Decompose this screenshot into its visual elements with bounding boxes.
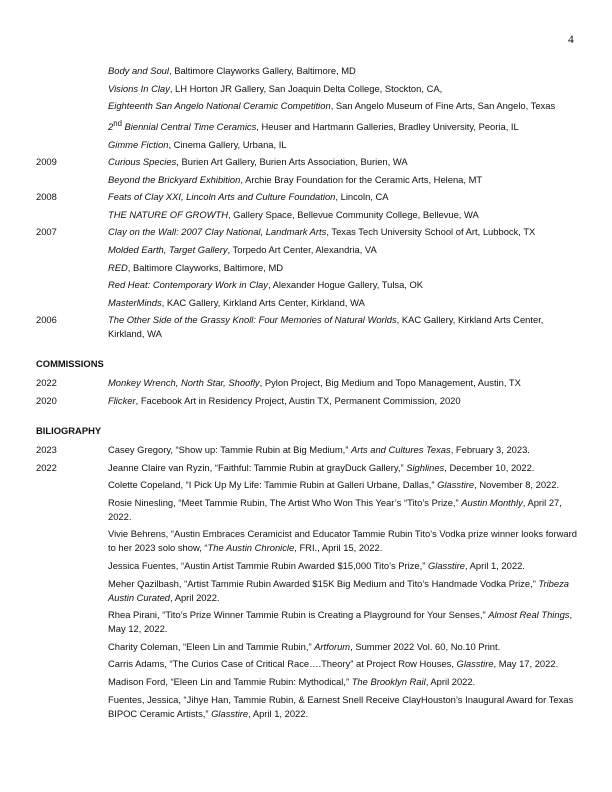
entry-text	[108, 99, 581, 113]
entry-year: 2022	[36, 461, 57, 473]
entry-text	[108, 243, 581, 257]
entry-text	[108, 64, 581, 78]
entry-title: RED	[108, 261, 128, 273]
list-item	[36, 278, 581, 292]
entry-venue: , Cinema Gallery, Urbana, IL	[168, 138, 287, 150]
citation-author-title: Fuentes, Jessica, “Jihye Han, Tammie Rubin, & Earnest Snell Receive ClayHouston’s Inaugural Award for Texas BIPOC Ceramic Artists,”	[108, 693, 574, 719]
entry-text	[108, 496, 581, 524]
entry-venue: , Gallery Space, Bellevue Community College, Bellevue, WA	[227, 208, 479, 220]
entry-venue: , Baltimore Clayworks Gallery, Baltimore, MD	[168, 65, 356, 76]
entry-title: Flicker	[108, 395, 136, 407]
entry-year: 2022	[36, 377, 57, 389]
list-item	[36, 208, 581, 222]
list-item	[36, 313, 581, 341]
entry-venue: , Torpedo Art Center, Alexandria, VA	[227, 244, 377, 256]
citation-publication: Glasstire	[437, 479, 475, 491]
entry-venue: , San Angelo Museum of Fine Arts, San Angelo, Texas	[330, 100, 556, 112]
entry-year	[36, 64, 108, 78]
entry-text	[108, 394, 581, 408]
citation-publication: Austin Monthly	[461, 496, 523, 508]
entry-text	[108, 657, 581, 671]
entry-text	[108, 190, 581, 204]
entry-text	[108, 208, 581, 222]
entry-title: Body and Soul	[108, 65, 169, 76]
citation-author-title: Vivie Behrens, “Austin Embraces Ceramicist and Educator Tammie Rubin Tito’s Vodka prize winner looks forward to her 2023 solo show, “	[108, 528, 577, 554]
list-item	[36, 190, 581, 204]
citation-publication: Arts and Cultures Texas	[350, 444, 451, 456]
entry-text	[108, 608, 581, 636]
citation-author-title: Casey Gregory, “Show up: Tammie Rubin at Big Medium,”	[108, 444, 351, 456]
entry-text	[108, 117, 581, 134]
entry-year: 2020	[36, 395, 57, 407]
entry-year	[36, 82, 108, 96]
citation-author-title: Rosie Ninesling, “Meet Tammie Rubin, The Artist Who Won This Year’s “Tito’s Prize,”	[108, 496, 462, 508]
list-item	[36, 261, 581, 275]
entry-title: Red Heat: Contemporary Work in Clay	[108, 279, 268, 291]
list-item	[36, 225, 581, 239]
cv-content	[36, 64, 581, 724]
entry-text	[108, 82, 581, 96]
entry-venue: , Texas Tech University School of Art, Lubbock, TX	[326, 226, 536, 238]
citation-publication: Almost Real Things	[488, 609, 570, 621]
list-item	[36, 559, 581, 573]
list-item	[36, 640, 581, 654]
entry-text	[108, 138, 581, 152]
entry-year: 2009	[36, 156, 57, 168]
entry-venue: , Burien Art Gallery, Burien Arts Association, Burien, WA	[176, 156, 408, 168]
page-number: 4	[568, 34, 574, 46]
entry-venue: , Baltimore Clayworks, Baltimore, MD	[127, 261, 284, 273]
entry-year	[36, 675, 108, 689]
list-item	[36, 155, 581, 169]
citation-author-title: Rhea Pirani, “Tito’s Prize Winner Tammie Rubin is Creating a Playground for Your Senses,”	[108, 609, 489, 621]
citation-publication: Tribeza Austin Curated	[108, 577, 569, 603]
entry-venue: , Alexander Hogue Gallery, Tulsa, OK	[267, 279, 424, 291]
list-item	[36, 243, 581, 257]
entry-title: Visions In Clay	[108, 82, 170, 94]
citation-date: , April 2022.	[425, 675, 476, 687]
citation-date: , April 2022.	[170, 591, 220, 603]
citation-date: , Summer 2022 Vol. 60, No.10 Print.	[350, 640, 501, 652]
citation-publication: Glasstire	[456, 658, 494, 670]
entry-title: MasterMinds	[108, 296, 162, 308]
list-item	[36, 376, 581, 390]
entry-title: Feats of Clay XXI, Lincoln Arts and Culture Foundation	[108, 191, 336, 203]
bibliography-heading: BILIOGRAPHY	[36, 425, 102, 437]
entry-text	[108, 577, 581, 605]
list-item	[36, 496, 581, 524]
citation-date: , May 12, 2022.	[108, 609, 573, 635]
citation-date: , April 27, 2022.	[108, 496, 562, 522]
citation-publication: Sighlines	[406, 461, 445, 473]
entry-year	[36, 640, 108, 654]
entry-text	[108, 693, 581, 721]
entry-year	[36, 657, 108, 671]
entry-venue: , KAC Gallery, Kirkland Arts Center, Kirkland, WA	[108, 314, 544, 340]
citation-author-title: Charity Coleman, “Eleen Lin and Tammie Rubin,”	[108, 640, 315, 652]
citation-date: , April 1, 2022.	[248, 707, 309, 719]
entry-year	[36, 478, 108, 492]
entry-venue: , Heuser and Hartmann Galleries, Bradley University, Peoria, IL	[256, 120, 519, 132]
entry-ordinal-suffix: nd	[113, 118, 122, 128]
entry-venue: , Lincoln, CA	[335, 191, 389, 203]
citation-author-title: Meher Qazilbash, “Artist Tammie Rubin Awarded $15K Big Medium and Tito’s Handmade Vodka Prize,”	[108, 577, 539, 589]
entry-title: Biennial Central Time Ceramics	[121, 120, 257, 132]
list-item	[36, 64, 581, 78]
entry-text	[108, 225, 581, 239]
list-item	[36, 138, 581, 152]
entry-year: 2023	[36, 444, 57, 456]
citation-publication: Glasstire	[211, 707, 249, 719]
entry-title: Clay on the Wall: 2007 Clay National, Landmark Arts	[108, 226, 327, 238]
entry-text	[108, 675, 581, 689]
entry-text	[108, 173, 581, 187]
entry-title: Molded Earth, Target Gallery	[108, 244, 228, 256]
citation-publication: Artforum	[314, 640, 351, 652]
citation-date: , FRI., April 15, 2022.	[294, 542, 383, 554]
entry-text	[108, 376, 581, 390]
list-item	[36, 173, 581, 187]
entry-title: THE NATURE OF GROWTH	[108, 208, 228, 220]
entry-venue: , Archie Bray Foundation for the Ceramic Arts, Helena, MT	[240, 173, 483, 185]
list-item	[36, 527, 581, 555]
citation-date: , December 10, 2022.	[444, 461, 535, 473]
citation-author-title: Colette Copeland, “I Pick Up My Life: Tammie Rubin at Galleri Urbane, Dallas,”	[108, 479, 438, 491]
citation-publication: The Brooklyn Rail	[351, 675, 426, 687]
entry-text	[108, 278, 581, 292]
entry-year	[36, 296, 108, 310]
entry-title: Beyond the Brickyard Exhibition	[108, 173, 241, 185]
entry-year	[36, 117, 108, 134]
list-item	[36, 296, 581, 310]
entry-year	[36, 693, 108, 721]
entry-year	[36, 261, 108, 275]
entry-title: Curious Species	[108, 156, 177, 168]
list-item	[36, 675, 581, 689]
citation-date: , May 17, 2022.	[493, 658, 559, 670]
exhibitions-list	[36, 64, 581, 341]
citation-publication: The Austin Chronicle	[207, 542, 295, 554]
citation-author-title: Jessica Fuentes, “Austin Artist Tammie Rubin Awarded $15,000 Tito’s Prize,”	[108, 560, 428, 571]
entry-text	[108, 527, 581, 555]
list-item	[36, 443, 581, 457]
entry-venue: , KAC Gallery, Kirkland Arts Center, Kirkland, WA	[161, 296, 365, 308]
bibliography-list	[36, 443, 581, 721]
entry-year	[36, 577, 108, 605]
entry-year: 2007	[36, 226, 57, 238]
entry-year	[36, 173, 108, 187]
list-item	[36, 461, 581, 475]
list-item	[36, 608, 581, 636]
citation-date: , February 3, 2023.	[450, 444, 530, 456]
entry-ordinal: 2	[108, 120, 114, 132]
list-item	[36, 394, 581, 408]
entry-year	[36, 208, 108, 222]
citation-date: , November 8, 2022.	[474, 479, 560, 491]
entry-text	[108, 296, 581, 310]
entry-text	[108, 261, 581, 275]
entry-year	[36, 99, 108, 113]
entry-venue: , Facebook Art in Residency Project, Austin TX, Permanent Commission, 2020	[135, 395, 461, 407]
list-item	[36, 478, 581, 492]
entry-title: Eighteenth San Angelo National Ceramic Competition	[108, 100, 331, 112]
commissions-heading: COMMISSIONS	[36, 358, 104, 370]
entry-text	[108, 443, 581, 457]
list-item	[36, 693, 581, 721]
list-item	[36, 99, 581, 113]
citation-date: , April 1, 2022.	[464, 560, 525, 571]
entry-text	[108, 461, 581, 475]
commissions-list	[36, 376, 581, 408]
entry-year	[36, 559, 108, 573]
entry-year: 2006	[36, 314, 57, 326]
citation-publication: Glasstire	[427, 560, 465, 571]
entry-year	[36, 527, 108, 555]
entry-text	[108, 155, 581, 169]
list-item	[36, 577, 581, 605]
entry-text	[108, 640, 581, 654]
entry-venue: , Pylon Project, Big Medium and Topo Management, Austin, TX	[259, 377, 521, 389]
entry-venue: , LH Horton JR Gallery, San Joaquin Delta College, Stockton, CA,	[169, 82, 443, 94]
entry-year	[36, 608, 108, 636]
list-item	[36, 82, 581, 96]
entry-title: The Other Side of the Grassy Knoll: Four Memories of Natural Worlds	[108, 314, 397, 326]
entry-title: Gimme Fiction	[108, 138, 169, 150]
entry-year: 2008	[36, 191, 57, 203]
entry-text	[108, 478, 581, 492]
citation-author-title: Madison Ford, “Eleen Lin and Tammie Rubin: Mythodical,”	[108, 675, 352, 687]
entry-text	[108, 313, 581, 341]
list-item	[36, 657, 581, 671]
entry-year	[36, 243, 108, 257]
citation-author-title: Carris Adams, “The Curios Case of Critical Race….Theory” at Project Row Houses,	[108, 658, 457, 670]
entry-title: Monkey Wrench, North Star, Shoofly	[108, 377, 260, 389]
entry-year	[36, 278, 108, 292]
list-item	[36, 117, 581, 134]
citation-author-title: Jeanne Claire van Ryzin, “Faithful: Tammie Rubin at grayDuck Gallery,”	[108, 461, 407, 473]
entry-text	[108, 559, 581, 573]
entry-year	[36, 496, 108, 524]
entry-year	[36, 138, 108, 152]
